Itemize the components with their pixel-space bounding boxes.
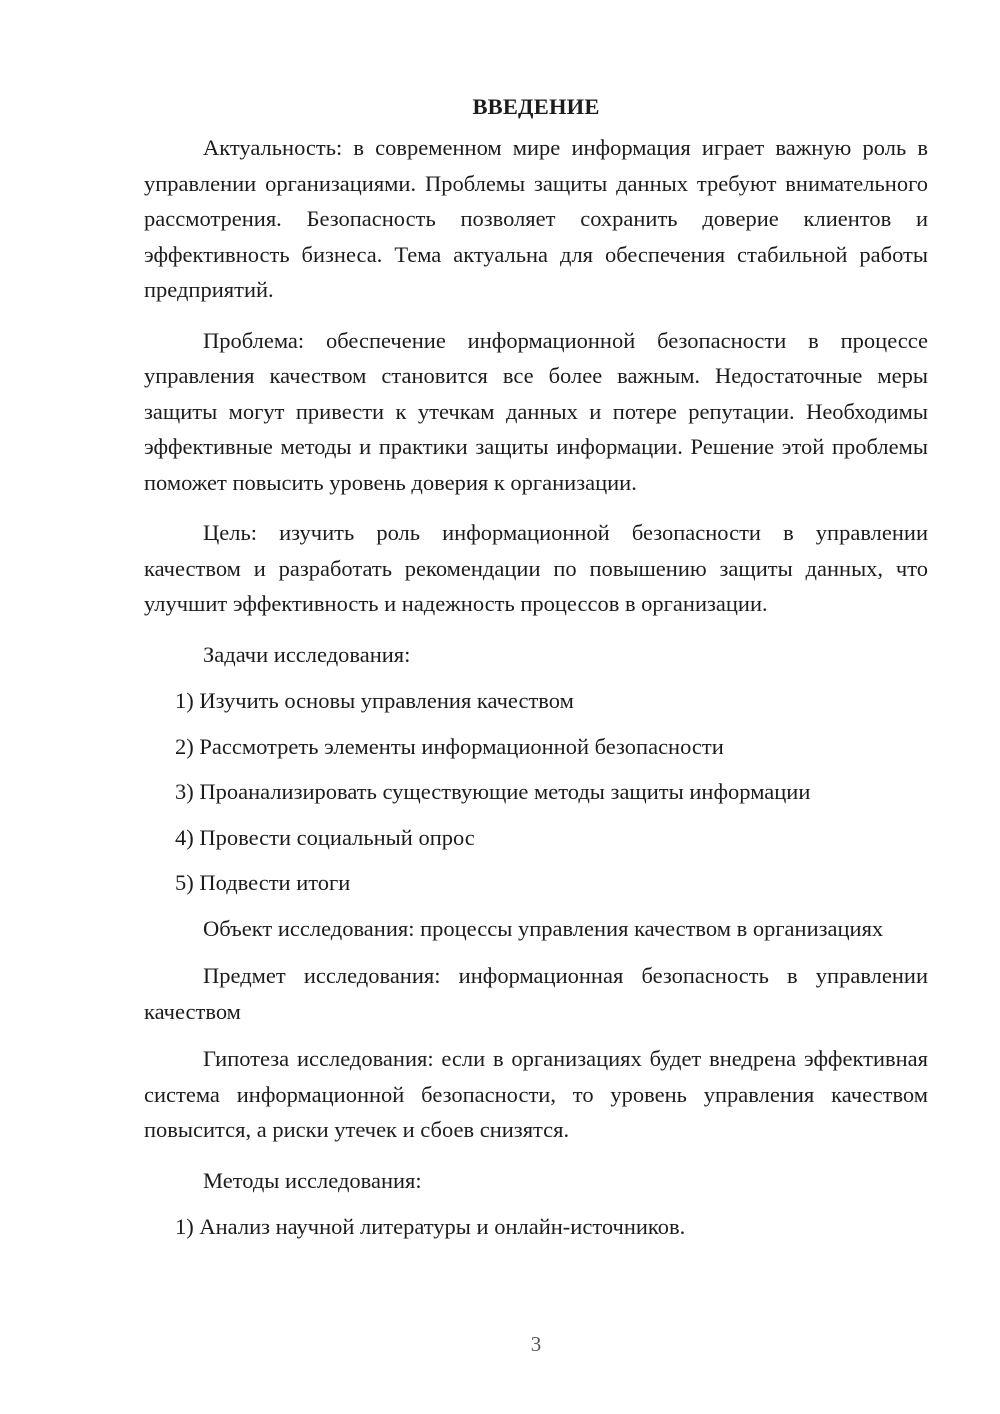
page-content [144,92,928,1255]
methods-heading: Методы исследования: [203,1167,422,1193]
method-item-1: 1) Анализ научной литературы и онлайн-источников. [175,1214,686,1239]
subject-paragraph: Предмет исследования: информационная безопасность в управлении качеством [144,963,928,1024]
tasks-heading: Задачи исследования: [203,641,411,667]
hypothesis-paragraph: Гипотеза исследования: если в организациях будет внедрена эффективная система информационной безопасности, то уровень управления качеством повысится, а риски утечек и сбоев снизятся. [144,1046,928,1142]
task-item-5: 5) Подвести итоги [175,870,351,895]
task-item-2: 2) Рассмотреть элементы информационной безопасности [175,733,724,759]
page-number: 3 [530,1332,542,1356]
task-item-4: 4) Провести социальный опрос [175,824,475,850]
object-paragraph: Объект исследования: процессы управления качеством в организациях [203,915,884,941]
problem-paragraph: Проблема: обеспечение информационной безопасности в процессе управления качеством становится все более важным. Недостаточные меры защиты могут привести к утечкам данных и потере репутации. Необходимы эффективные методы и практики защиты информации. Решение этой проблемы поможет повысить уровень доверия к организации. [144,327,928,495]
task-item-1: 1) Изучить основы управления качеством [175,688,574,713]
relevance-paragraph: Актуальность: в современном мире информация играет важную роль в управлении организациями. Проблемы защиты данных требуют внимательного рассмотрения. Безопасность позволяет сохранить доверие клиентов и эффективность бизнеса. Тема актуальна для обеспечения стабильной работы предприятий. [144,135,928,302]
section-title: ВВЕДЕНИЕ [472,94,600,119]
goal-paragraph: Цель: изучить роль информационной безопасности в управлении качеством и разработать рекомендации по повышению защиты данных, что улучшит эффективность и надежность процессов в организации. [144,520,928,616]
task-item-3: 3) Проанализировать существующие методы защиты информации [175,779,811,804]
